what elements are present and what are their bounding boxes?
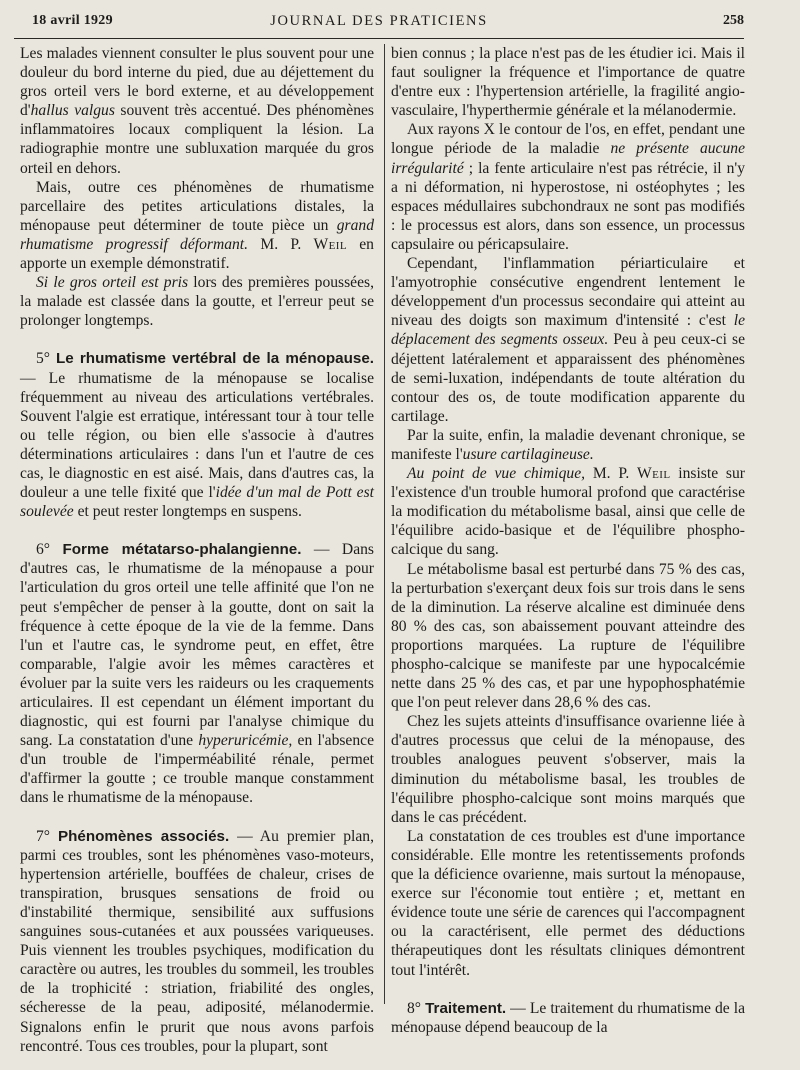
section-heading: Forme métatarso-phalangienne. <box>62 541 302 559</box>
left-column <box>20 44 374 1055</box>
paragraph: Le métabolisme basal est perturbé dans 75 % des cas, la perturbation s'exerçant deux fois sur trois dans le sens de la diminution. La réserve alcaline est diminuée dens 80 % des cas, son abaissement pouvant atteindre des proportions marquées. La rupture de l'équilibre phospho-calcique se manifeste par une hypocalcémie nette dans 25 % des cas, et par une hypophosphatémie que l'on peut relever dans 28,6 % des cas. <box>391 560 745 712</box>
section-heading: Phénomènes associés. <box>57 827 230 845</box>
section-8: 8° Traitement. — Le traitement du rhumatisme de la ménopause dépend beaucoup de la <box>391 999 745 1036</box>
section-heading: Le rhumatisme vertébral de la ménopause. <box>55 350 374 368</box>
page-header <box>14 8 744 39</box>
section-7: 7° Phénomènes associés. — Au premier plan, parmi ces troubles, sont les phénomènes vaso-moteurs, hypertension artérielle, bouffées de chaleur, crises de transpiration, brusques sensations de froid ou d'instabilité thermique, sensibilité aux suffusions sanguines sous-cutanées et aux poussées variqueuses. Puis viennent les troubles psychiques, modification du caractère ou autres, les troubles du sommeil, les troubles de la trophicité : striation, friabilité des ongles, sécheresse de la peau, adiposité, mélanodermie. Signalons enfin le prurit que nous avons parfois rencontré. Tous ces troubles, pour la plupart, sont <box>20 827 374 1055</box>
column-divider <box>384 44 385 1004</box>
paragraph: Par la suite, enfin, la maladie devenant chronique, se manifeste l'usure cartilagineuse. <box>391 426 745 463</box>
issue-date: 18 avril 1929 <box>32 13 113 28</box>
paragraph: Si le gros orteil est pris lors des premières poussées, la malade est classée dans la goutte, et l'erreur peut se prolonger longtemps. <box>20 274 374 330</box>
section-5: 5° Le rhumatisme vertébral de la ménopause. — Le rhumatisme de la ménopause se localise fréquemment au niveau des articulations vertébrales. Souvent l'algie est erratique, intéressant tour à tour telle ou telle région, ou bien elle s'associe à d'autres déterminations articulaires : dans l'un et l'autre de ces cas, le diagnostic en est aisé. Mais, dans d'autres cas, la douleur a une telle fixité que l'idée d'un mal de Pott est soulevée et peut rester longtemps en suspens. <box>20 350 374 521</box>
section-heading: Traitement. <box>425 999 507 1017</box>
paragraph: La constatation de ces troubles est d'une importance considérable. Elle montre les retentissements profonds que la déficience ovarienne, mais surtout la ménopause, exerce sur l'économie tout entière ; et, mettant en évidence toute une série de carences qui l'accompagnent ou la caractérisent, elle permet des déductions thérapeutiques dont les résultats cliniques démontrent tout l'intérêt. <box>391 827 745 979</box>
paragraph: Cependant, l'inflammation périarticulaire et l'amyotrophie consécutive engendrent lentement le développement d'un processus secondaire qui atteint au niveau des doigts son maximum d'intensité : c'est le déplacement des segments osseux. Peu à peu ceux-ci se déjettent latéralement et apparaissent des phénomènes de semi-luxation, indépendants de toute altération du contour des os, de toute modification apparente du cartilage. <box>391 255 745 425</box>
section-6: 6° Forme métatarso-phalangienne. — Dans d'autres cas, le rhumatisme de la ménopause a pour l'articulation du gros orteil une telle affinité que l'on ne peut s'empêcher de penser à la goutte, dont on sait la fréquence à cette époque de la vie de la femme. Dans l'un et l'autre cas, le syndrome peut, en effet, être comparable, l'algie avoir les mêmes caractères et évoluer par la suite vers les raideurs ou les craquements articulaires. Il est cependant un élément important du diagnostic, qui est fourni par l'analyse chimique du sang. La constatation d'une hyperuricémie, en l'absence d'un trouble de l'imperméabilité rénale, permet d'affirmer la goutte ; ce trouble manque constamment dans le rhumatisme de la ménopause. <box>20 541 374 807</box>
paragraph: Chez les sujets atteints d'insuffisance ovarienne liée à d'autres processus que celui de la ménopause, des troubles analogues peuvent s'observer, mais la diminution du métabolisme basal, les troubles de l'équilibre phospho-calcique sont moins marqués que dans le cas précédent. <box>391 713 745 826</box>
paragraph: bien connus ; la place n'est pas de les étudier ici. Mais il faut souligner la fréquence et l'importance de quatre d'entre eux : l'hypertension artérielle, la fragilité angio-vasculaire, l'hyperthermie générale et la mélanodermie. <box>391 45 745 120</box>
right-column <box>391 44 745 1044</box>
paragraph: Aux rayons X le contour de l'os, en effet, pendant une longue période de la maladie ne présente aucune irrégularité ; la fente articulaire n'est pas rétrécie, il n'y a ni déformation, ni hyperostose, ni ostéophytes ; les espaces médullaires subchondraux ne sont pas modifiés : le processus est alors, dans son essence, un processus capsulaire ou péricapsulaire. <box>391 121 745 253</box>
journal-title: JOURNAL DES PRATICIENS <box>270 13 488 29</box>
paragraph: Au point de vue chimique, M. P. Weil insiste sur l'existence d'un trouble humoral profond que caractérise la modification du métabolisme basal, ainsi que celle de l'équilibre acido-basique et de l'équilibre phospho-calcique du sang. <box>391 465 745 559</box>
paragraph: Mais, outre ces phénomènes de rhumatisme parcellaire des petites articulations distales, la ménopause peut déterminer de toute pièce un grand rhumatisme progressif déformant. M. P. Weil en apporte un exemple démonstratif. <box>20 178 374 273</box>
paragraph: Les malades viennent consulter le plus souvent pour une douleur du bord interne du pied, due au déjettement du gros orteil vers le bord externe, et au développement d'hallus valgus souvent très accentué. Des phénomènes inflammatoires locaux compliquent la lésion. La radiographie montre une subluxation marquée du gros orteil en dehors. <box>20 45 374 177</box>
page-number: 258 <box>723 13 744 28</box>
